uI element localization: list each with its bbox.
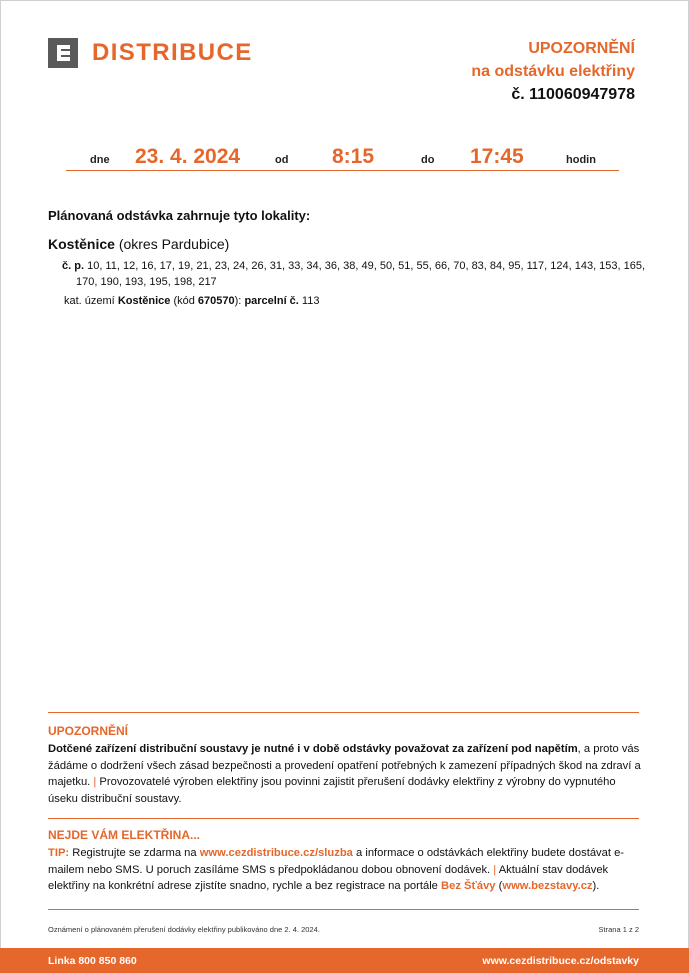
notice-subtitle: na odstávku elektřiny [471, 63, 635, 80]
divider [48, 818, 639, 819]
tip-text [48, 845, 642, 895]
cadastral-name: Kostěnice [117, 295, 171, 307]
notice-number: č. 110060947978 [511, 86, 635, 103]
brand-logo [48, 38, 253, 68]
service-link[interactable]: www.cezdistribuce.cz/sluzba [199, 847, 353, 859]
website-link[interactable]: www.cezdistribuce.cz/odstavky [482, 955, 639, 967]
warning-text-2: Provozovatelé výroben elektřiny jsou povinni zajistit přerušení dodávky elektřiny z výrobny do vypnutého úseku distribuční soustavy. [48, 776, 616, 805]
hotline: Linka 800 850 860 [48, 955, 137, 967]
publication-note: Oznámení o plánovaném přerušení dodávky elektřiny publikováno dne 2. 4. 2024. [48, 925, 320, 934]
notice-header [471, 37, 635, 107]
parcel-label: parcelní č. [244, 295, 299, 307]
code-close: ): [234, 295, 242, 307]
town-name: Kostěnice [48, 236, 115, 252]
cadastral-prefix: kat. území [64, 295, 115, 307]
tip-title: NEJDE VÁM ELEKTŘINA... [48, 828, 201, 842]
paren-close: ). [592, 880, 600, 892]
district-name: (okres Pardubice) [118, 236, 230, 252]
from-label: od [275, 154, 289, 166]
house-numbers [62, 258, 647, 290]
house-number-list: 10, 11, 12, 16, 17, 19, 21, 23, 24, 26, 31, 33, 34, 36, 38, 49, 50, 51, 55, 66, 70, 83, 84, 95, 117, 124, 143, 153, 165, 170, 190, 193, 195, 198, 217 [76, 260, 646, 288]
outage-date-line [66, 140, 619, 171]
separator: | [93, 776, 97, 788]
time-from: 8:15 [332, 145, 375, 168]
footer-bar [0, 948, 689, 973]
portal-name: Bez Šťávy [441, 880, 496, 892]
paren-open: ( [498, 880, 503, 892]
warning-title: UPOZORNĚNÍ [48, 724, 129, 738]
tip-text-1: Registrujte se zdarma na [72, 847, 197, 859]
location-town [48, 236, 229, 252]
time-to: 17:45 [470, 145, 524, 168]
cez-logo-icon [48, 38, 78, 68]
cadastral-line [64, 295, 319, 307]
to-label: do [421, 154, 435, 166]
cadastral-code: 670570 [197, 295, 235, 307]
locations-intro: Plánovaná odstávka zahrnuje tyto lokality: [48, 208, 311, 223]
tip-label: TIP: [48, 847, 70, 859]
tip-text-2: a informace o odstávkách elektřiny budete dostávat e-mailem nebo SMS. U poruch zasíláme SMS s předpokládanou dobou obnovení dodávek. [48, 847, 625, 876]
notice-title: UPOZORNĚNÍ [528, 40, 635, 57]
parcel-number: 113 [301, 295, 320, 307]
divider [48, 712, 639, 713]
brand-name: DISTRIBUCE [92, 39, 253, 66]
divider [48, 909, 639, 910]
tip-text-3: Aktuální stav dodávek elektřiny na konkrétní adrese zjistíte snadno, rychle a bez registrace na portále [48, 863, 609, 892]
portal-link[interactable]: www.bezstavy.cz [502, 880, 593, 892]
warning-text-1: , a proto vás žádáme o dodržení všech zásad bezpečnosti a provedení opatření potřebných k zamezení případných škod na zdraví a majetku. [48, 743, 641, 788]
warning-text [48, 741, 642, 807]
outage-date: 23. 4. 2024 [135, 145, 241, 168]
house-prefix: č. p. [62, 260, 85, 272]
code-open: (kód [173, 295, 195, 307]
page-number: Strana 1 z 2 [598, 925, 639, 934]
hours-label: hodin [566, 154, 596, 166]
day-label: dne [90, 154, 110, 166]
separator: | [493, 863, 497, 876]
warning-bold-text: Dotčené zařízení distribuční soustavy je nutné i v době odstávky považovat za zařízení pod napětím [48, 743, 578, 755]
